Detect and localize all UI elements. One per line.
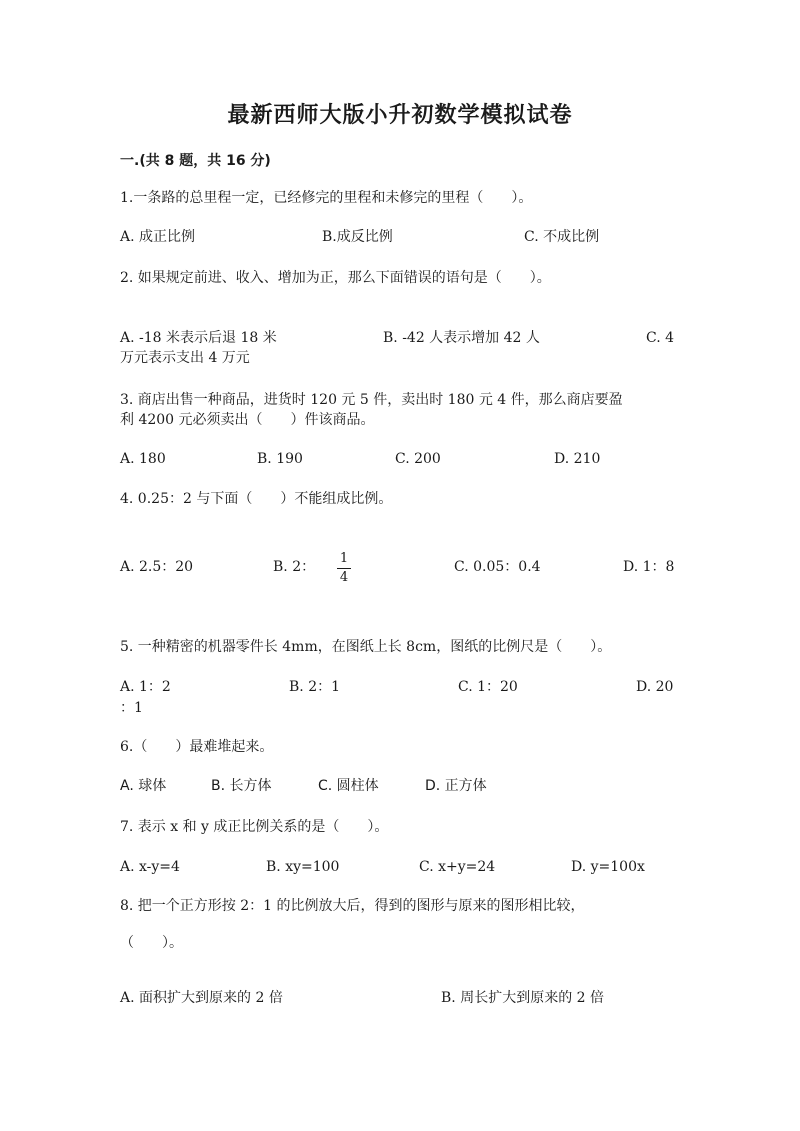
question-2-stem: 2. 如果规定前进、收入、增加为正，那么下面错误的语句是（ ）。: [120, 270, 551, 286]
question-4-option-d: D. 1：8: [623, 559, 675, 575]
question-3-option-d: D. 210: [554, 451, 601, 467]
question-7-option-b: B. xy=100: [266, 859, 340, 875]
question-1-option-c: C. 不成比例: [524, 229, 600, 245]
page-title: 最新西师大版小升初数学模拟试卷: [227, 103, 573, 128]
question-6-option-b: B. 长方体: [211, 778, 272, 794]
question-5-option-c: C. 1：20: [458, 679, 518, 695]
question-5-stem: 5. 一种精密的机器零件长 4mm，在图纸上长 8cm，图纸的比例尺是（ ）。: [120, 639, 612, 655]
question-6-option-a: A. 球体: [120, 778, 167, 794]
question-3-option-b: B. 190: [257, 451, 303, 467]
question-5-option-b: B. 2：1: [289, 679, 341, 695]
question-3-stem-line-1: 3. 商店出售一种商品，进货时 120 元 5 件，卖出时 180 元 4 件，那么商店要盈: [120, 392, 623, 408]
question-5-option-d-continued: ：1: [120, 700, 143, 716]
question-8-option-b: B. 周长扩大到原来的 2 倍: [441, 990, 604, 1006]
question-2-option-c-continued: 万元表示支出 4 万元: [120, 350, 250, 366]
question-4-stem: 4. 0.25：2 与下面（ ）不能组成比例。: [120, 491, 393, 507]
question-2-option-a: A. -18 米表示后退 18 米: [120, 330, 277, 346]
question-4-option-b: B. 2：: [273, 559, 316, 575]
question-8-stem-line-2: （ ）。: [120, 935, 183, 951]
fraction-numerator: 1: [339, 551, 349, 566]
question-1-option-b: B.成反比例: [322, 229, 393, 245]
question-1-stem: 1.一条路的总里程一定，已经修完的里程和未修完的里程（ ）。: [120, 190, 533, 206]
question-2-option-b: B. -42 人表示增加 42 人: [383, 330, 540, 346]
fraction-bar: [337, 568, 351, 569]
section-heading: 一.(共 8 题，共 16 分): [120, 153, 271, 169]
question-7-stem: 7. 表示 x 和 y 成正比例关系的是（ ）。: [120, 819, 389, 835]
question-1-option-a: A. 成正比例: [120, 229, 196, 245]
fraction-denominator: 4: [339, 570, 349, 585]
question-7-option-d: D. y=100x: [571, 859, 645, 875]
question-6-stem: 6.（ ）最难堆起来。: [120, 739, 274, 755]
question-5-option-a: A. 1：2: [120, 679, 171, 695]
question-7-option-a: A. x-y=4: [120, 859, 180, 875]
question-3-option-c: C. 200: [395, 451, 441, 467]
question-5-option-d: D. 20: [636, 679, 674, 695]
question-4-option-a: A. 2.5：20: [120, 559, 194, 575]
question-8-stem-line-1: 8. 把一个正方形按 2：1 的比例放大后，得到的图形与原来的图形相比较，: [120, 898, 585, 914]
question-3-option-a: A. 180: [120, 451, 166, 467]
question-4-option-b-fraction: [337, 551, 351, 586]
question-4-option-c: C. 0.05：0.4: [454, 559, 541, 575]
question-6-option-d: D. 正方体: [425, 778, 487, 794]
question-7-option-c: C. x+y=24: [419, 859, 496, 875]
question-2-option-c: C. 4: [646, 330, 675, 346]
question-3-stem-line-2: 利 4200 元必须卖出（ ）件该商品。: [120, 412, 375, 428]
question-8-option-a: A. 面积扩大到原来的 2 倍: [120, 990, 283, 1006]
question-6-option-c: C. 圆柱体: [318, 778, 379, 794]
